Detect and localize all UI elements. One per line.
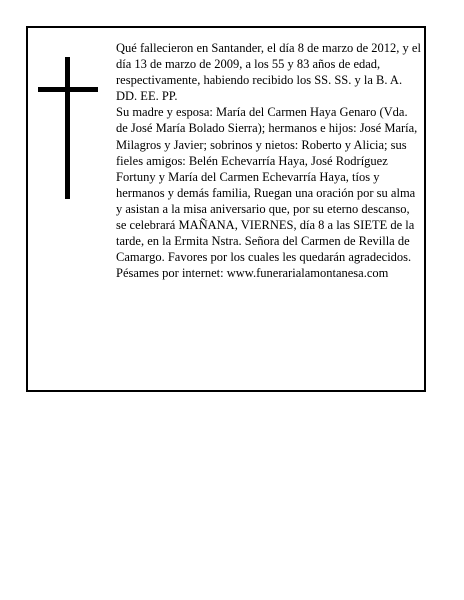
cross-vertical-bar [65, 57, 70, 199]
cross-icon [38, 57, 98, 199]
notice-text [116, 40, 422, 281]
condolences-line: Pésames por internet: www.funerarialamontanesa.com [116, 266, 389, 281]
obituary-notice [26, 26, 426, 392]
cross-horizontal-bar [38, 87, 98, 92]
rest-in-peace-line: DD. EE. PP. [116, 89, 178, 104]
family-mass-paragraph: Su madre y esposa: María del Carmen Haya Genaro (Vda. de José María Bolado Sierra); hermanos e hijos: José María, Milagros y Javier; sobrinos y nietos: Roberto y Alicia; sus fieles amigos: Belén Echevarría Haya, José Rodríguez Fortuny y María del Carmen Echevarría Haya, tíos y hermanos y demás familia, Ruegan una oración por su alma y asistan a la misa aniversario que, por su eterno descanso, se celebrará MAÑANA, VIERNES, día 8 a las SIETE de la tarde, en la Ermita Nstra. Señora del Carmen de Revilla de Camargo. Favores por los cuales les quedarán agradecidos. [116, 105, 418, 265]
death-details-paragraph: Qué fallecieron en Santander, el día 8 de marzo de 2012, y el día 13 de marzo de 2009, a los 55 y 83 años de edad, respectivamente, habiendo recibido los SS. SS. y la B. A. [116, 41, 421, 88]
